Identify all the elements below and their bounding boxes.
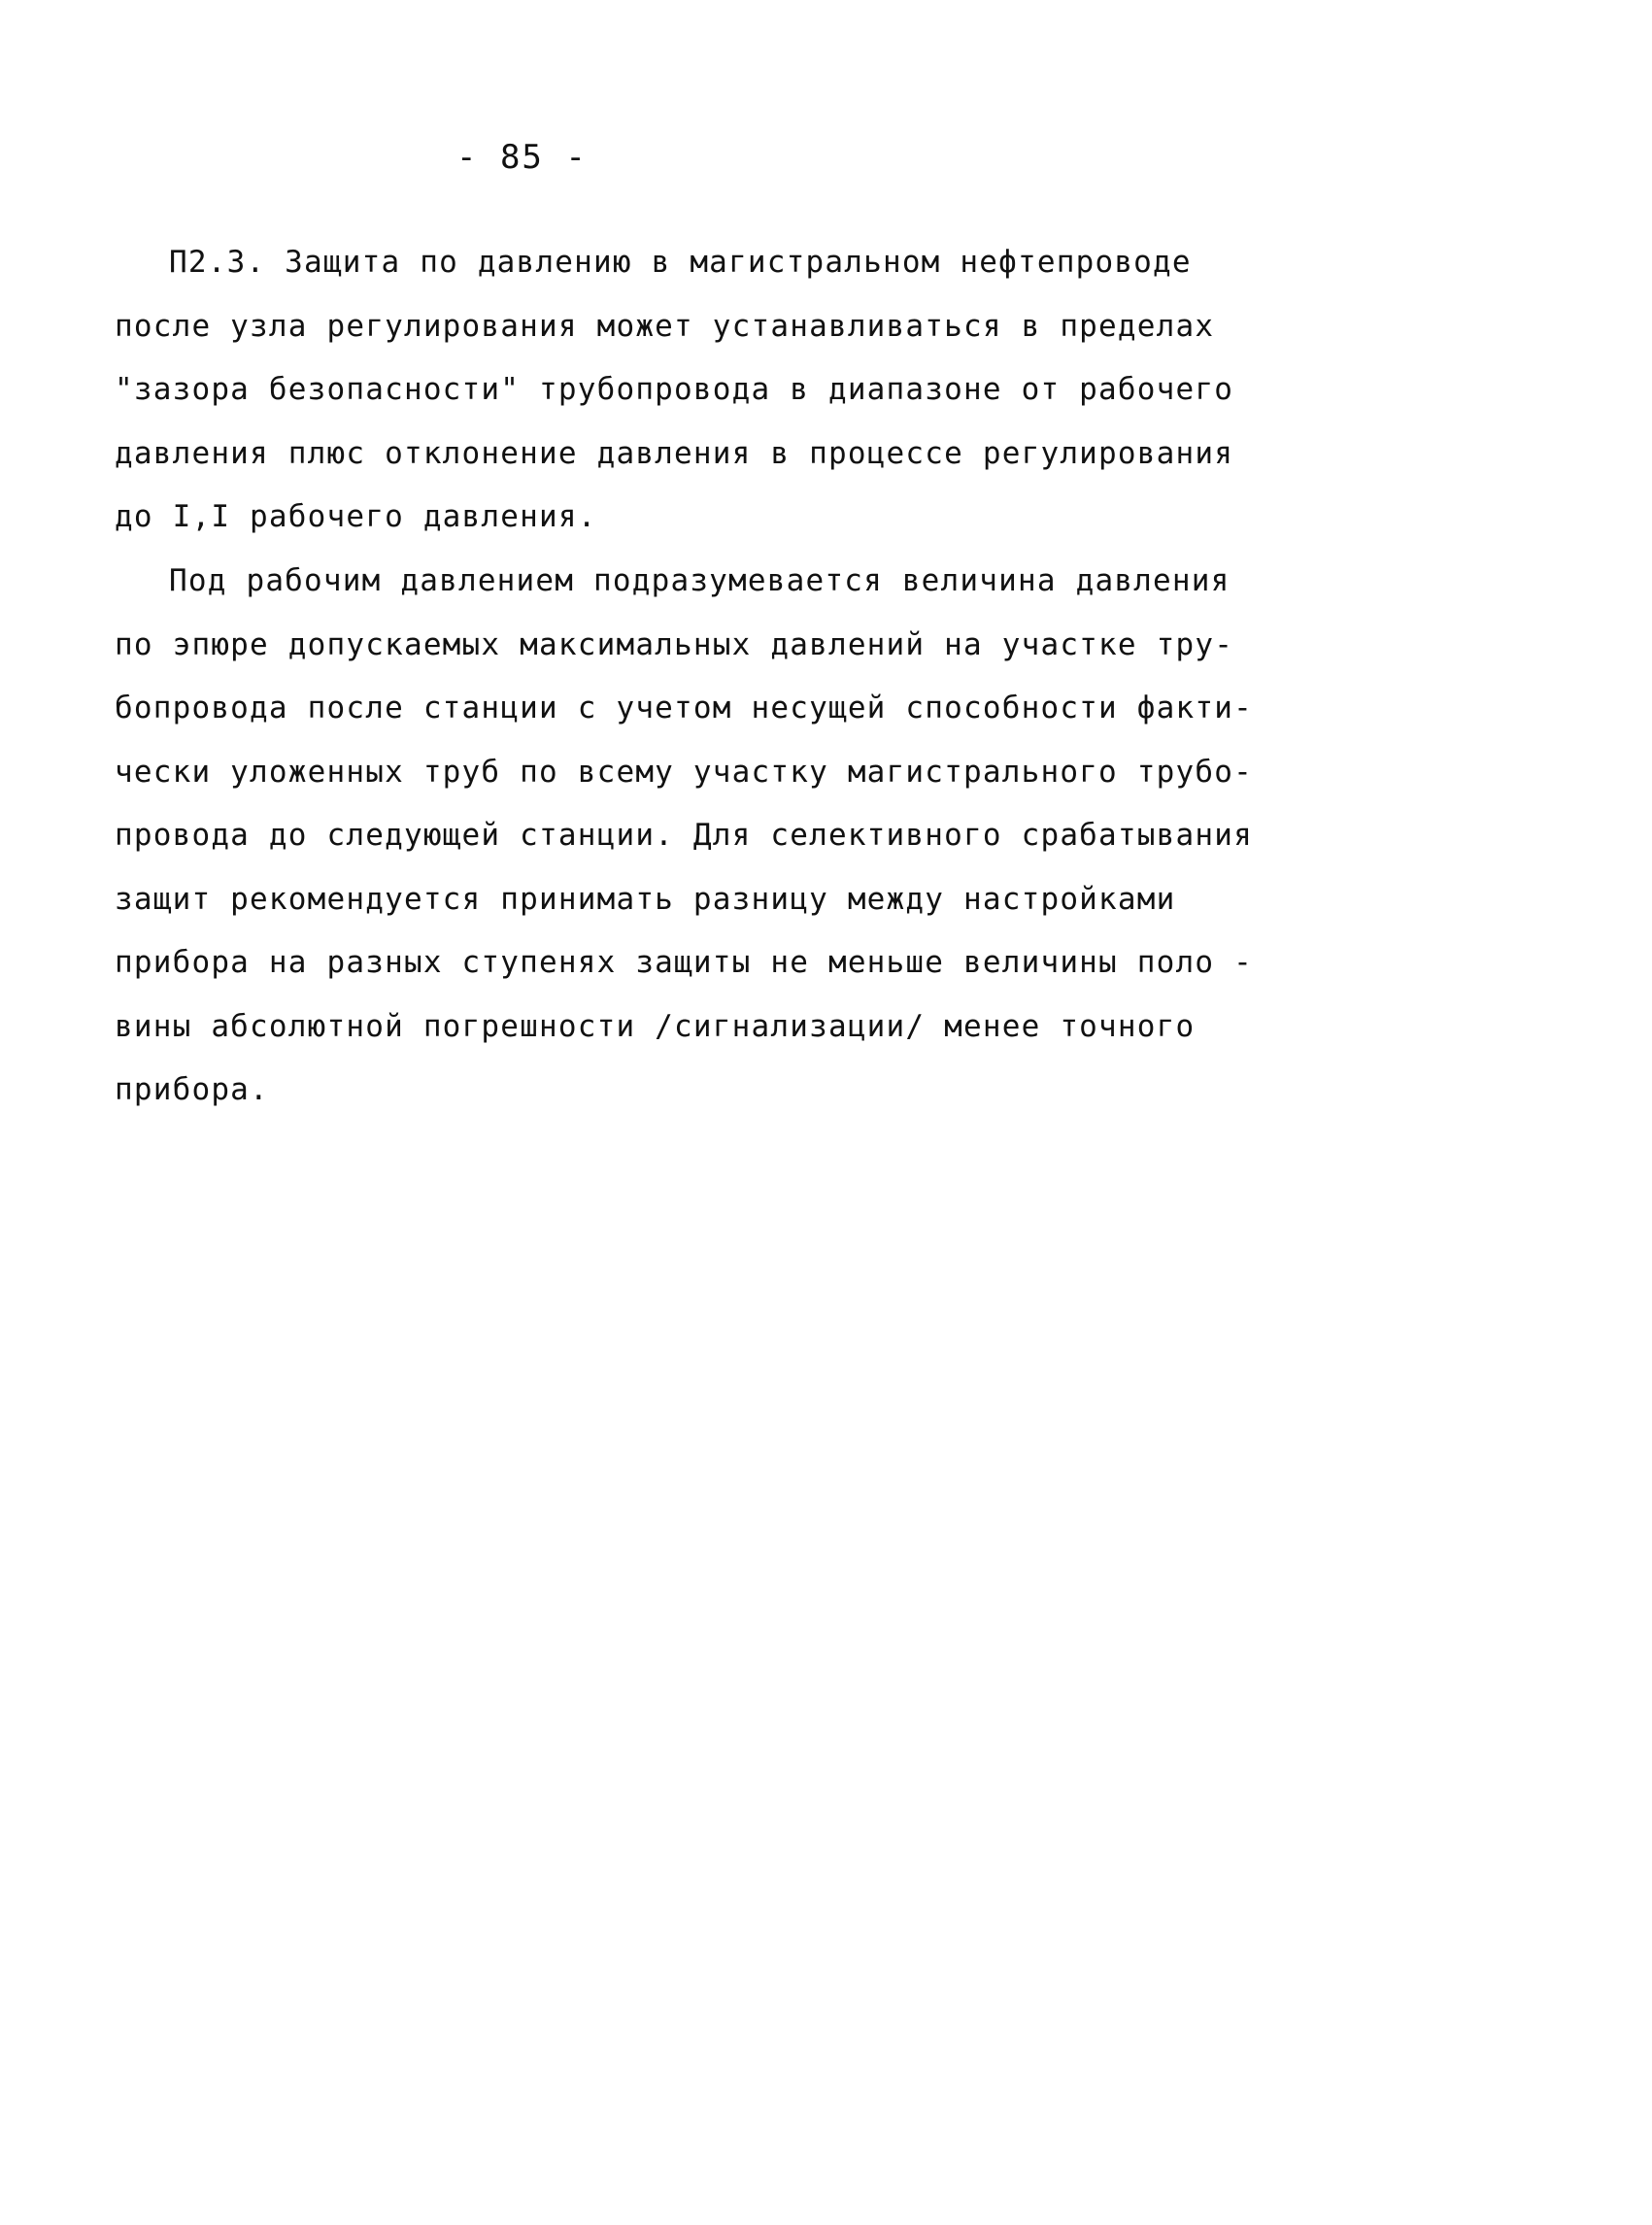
text-line: Под рабочим давлением подразумевается величина давления [169, 563, 1231, 598]
text-line: защит рекомендуется принимать разницу между настройками [115, 882, 1176, 917]
text-line: до I,I рабочего давления. [115, 499, 597, 534]
text-line: прибора. [115, 1072, 269, 1107]
text-line: по эпюре допускаемых максимальных давлений на участке тру- [115, 627, 1234, 662]
text-line: бопровода после станции с учетом несущей способности факти- [115, 691, 1253, 725]
text-line: чески уложенных труб по всему участку магистрального трубо- [115, 755, 1253, 790]
text-line: вины абсолютной погрешности /сигнализации/ менее точного [115, 1009, 1196, 1044]
text-line: после узла регулирования может устанавливаться в пределах [115, 309, 1215, 344]
text-line: прибора на разных ступенях защиты не меньше величины поло - [115, 945, 1253, 980]
text-line: давления плюс отклонение давления в процессе регулирования [115, 436, 1234, 471]
text-line: П2.3. Защита по давлению в магистральном нефтепроводе [169, 245, 1192, 280]
page-number: - 85 - [456, 138, 588, 177]
text-line: провода до следующей станции. Для селективного срабатывания [115, 818, 1253, 853]
text-line: "зазора безопасности" трубопровода в диапазоне от рабочего [115, 372, 1234, 407]
